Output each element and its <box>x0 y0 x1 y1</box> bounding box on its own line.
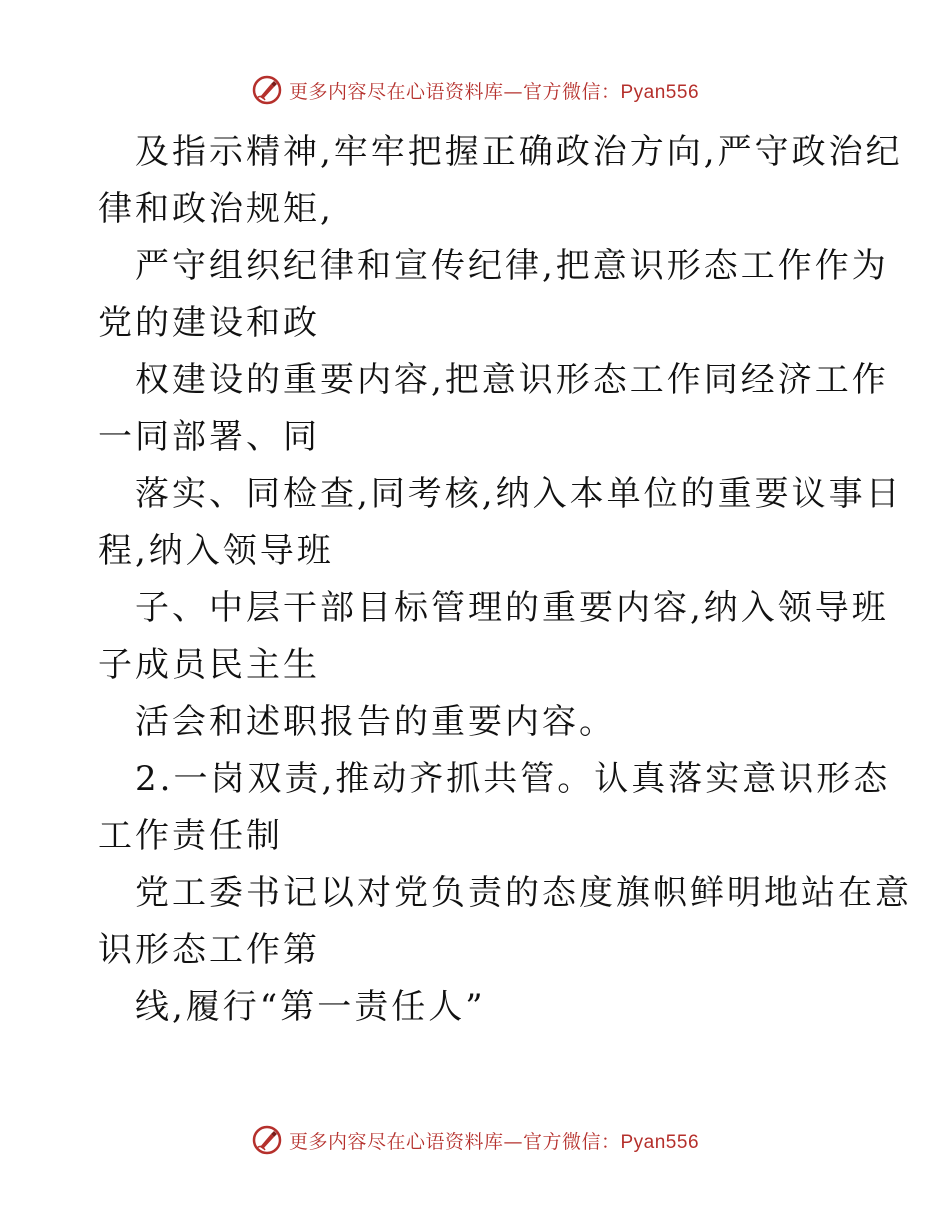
body-line: 子成员民主生 <box>98 645 320 685</box>
body-line: 党工委书记以对党负责的态度旗帜鲜明地站在意 <box>135 873 912 913</box>
body-line: 权建设的重要内容,把意识形态工作同经济工作 <box>135 360 889 400</box>
body-line: 2.一岗双责,推动齐抓共管。认真落实意识形态 <box>135 759 891 799</box>
banner-title: 更多内容尽在心语资料库 <box>288 1130 504 1153</box>
body-line: 严守组织纪律和宣传纪律,把意识形态工作作为 <box>135 246 889 286</box>
body-line: 落实、同检查,同考核,纳入本单位的重要议事日 <box>135 474 903 514</box>
banner-title: 更多内容尽在心语资料库 <box>288 80 504 103</box>
footer-banner <box>0 1120 950 1160</box>
body-line: 程,纳入领导班 <box>98 531 334 571</box>
body-line: 一同部署、同 <box>98 417 320 457</box>
pen-logo-icon <box>251 1124 283 1156</box>
body-line: 律和政治规矩, <box>98 189 334 229</box>
body-line: 活会和述职报告的重要内容。 <box>135 702 616 742</box>
banner-wechat-label: 官方微信： <box>522 80 621 103</box>
pen-logo-icon <box>251 74 283 106</box>
banner-separator: — <box>503 80 523 103</box>
body-line: 识形态工作第 <box>98 930 320 970</box>
banner-separator: — <box>503 1130 523 1153</box>
banner-wechat-id: Pyan556 <box>620 1131 700 1153</box>
banner-text <box>289 1127 699 1154</box>
body-line: 线,履行“第一责任人” <box>135 987 486 1027</box>
header-banner <box>0 70 950 110</box>
body-line: 子、中层干部目标管理的重要内容,纳入领导班 <box>135 588 889 628</box>
body-line: 党的建设和政 <box>98 303 320 343</box>
body-line: 工作责任制 <box>98 816 283 856</box>
banner-wechat-id: Pyan556 <box>620 81 700 103</box>
banner-wechat-label: 官方微信： <box>522 1130 621 1153</box>
body-line: 及指示精神,牢牢把握正确政治方向,严守政治纪 <box>135 132 903 172</box>
banner-text <box>289 77 699 104</box>
